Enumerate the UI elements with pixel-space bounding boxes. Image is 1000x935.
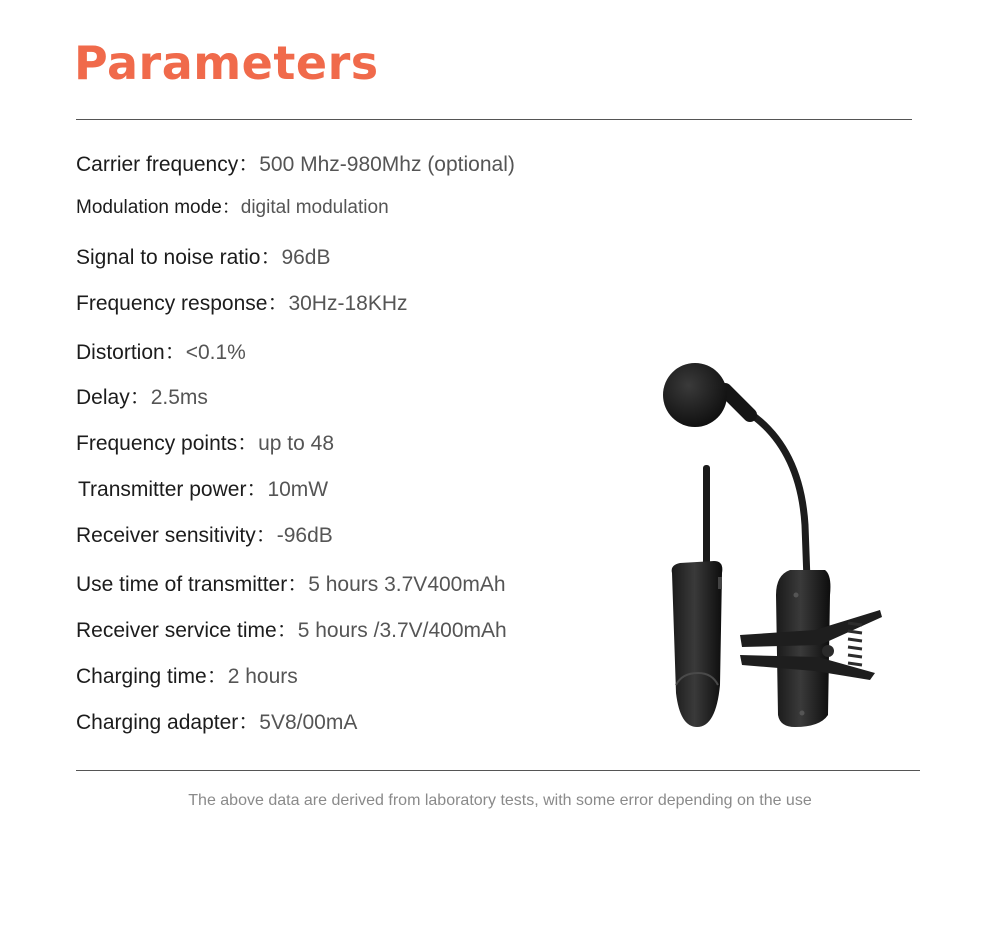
spec-label: Use time of transmitter： [76,573,309,596]
spec-row-delay [76,381,208,411]
wireless-microphone-image [650,355,890,735]
spec-row-modulation-mode [76,192,389,219]
spec-value: 2.5ms [150,386,208,409]
spec-label: Delay： [76,386,151,409]
spec-row-distortion [76,336,246,366]
spec-label: Modulation mode： [76,197,241,218]
top-divider [76,119,912,120]
spec-row-frequency-response [76,287,408,317]
spec-row-signal-to-noise [76,241,331,271]
spec-row-frequency-points [76,427,334,457]
transmitter-body [672,561,723,727]
spec-row-transmitter-power [78,473,328,503]
spec-label: Distortion： [76,341,186,364]
spec-label: Transmitter power： [78,478,268,501]
spec-label: Charging adapter： [76,711,260,734]
spec-value: 500 Mhz-980Mhz (optional) [259,153,515,176]
spec-row-receiver-sensitivity [76,519,333,549]
footnote: The above data are derived from laboratory tests, with some error depending on the use [188,792,812,809]
spec-label: Receiver service time： [76,619,298,642]
spec-label: Frequency points： [76,432,259,455]
spec-label: Frequency response： [76,292,289,315]
spec-row-charging-adapter [76,706,357,736]
spec-row-receiver-service-time [76,614,507,644]
spec-label: Receiver sensitivity： [76,524,277,547]
spec-value: up to 48 [258,432,334,455]
spec-value: digital modulation [240,197,389,218]
spec-value: 5 hours 3.7V400mAh [308,573,506,596]
spec-label: Carrier frequency： [76,153,260,176]
spec-value: 5 hours /3.7V/400mAh [297,619,507,642]
spec-value: 2 hours [227,665,298,688]
spec-value: 96dB [281,246,331,269]
spec-row-transmitter-use-time [76,568,506,598]
gooseneck [745,410,807,580]
page-title: Parameters [74,36,379,90]
spec-value: 5V8/00mA [259,711,358,734]
foam-windscreen [663,363,727,427]
spec-value: 30Hz-18KHz [288,292,408,315]
spec-value: 10mW [267,478,329,501]
spec-label: Charging time： [76,665,228,688]
bottom-divider [76,770,920,771]
spec-label: Signal to noise ratio： [76,246,282,269]
spec-row-carrier-frequency [76,148,515,178]
spec-row-charging-time [76,660,298,690]
spec-value: <0.1% [185,341,246,364]
receiver-body [776,570,830,727]
spec-value: -96dB [276,524,333,547]
